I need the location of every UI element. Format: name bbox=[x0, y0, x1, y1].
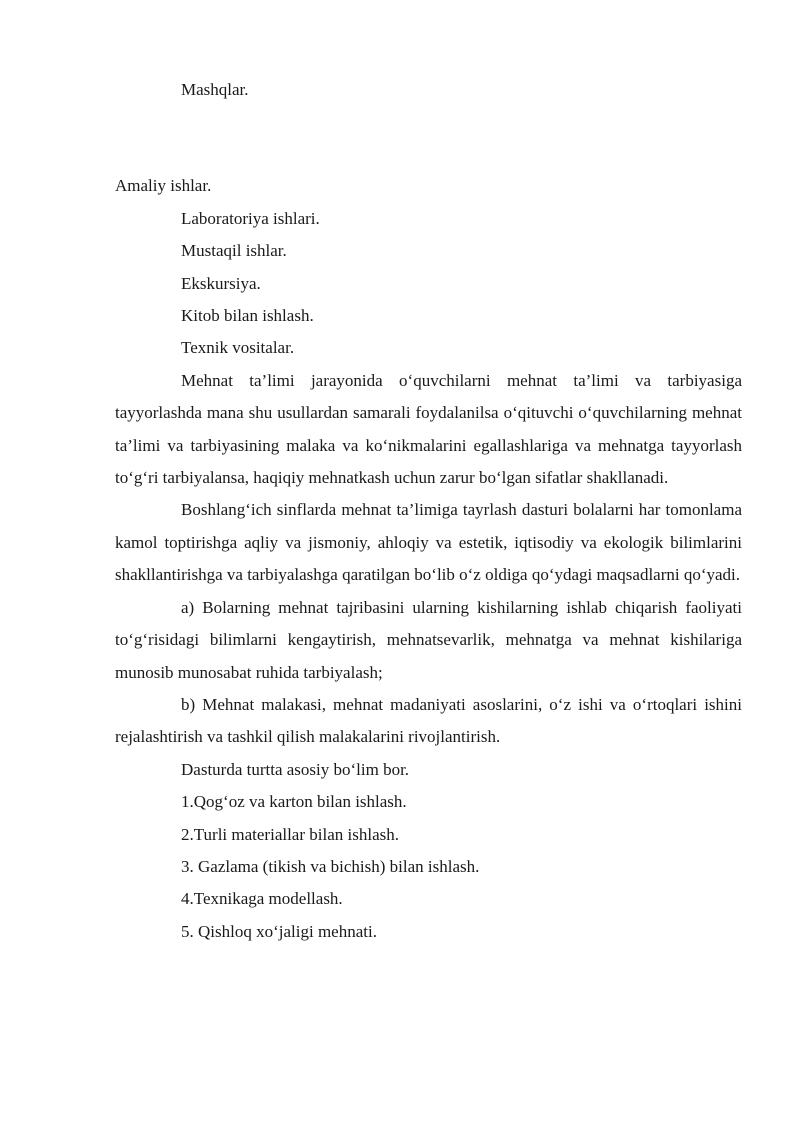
list-item: Ekskursiya. bbox=[181, 273, 261, 293]
list-item: Laboratoriya ishlari. bbox=[181, 208, 320, 228]
list-item: Mustaqil ishlar. bbox=[181, 241, 287, 261]
dastur-intro: Dasturda turtta asosiy bo‘lim bor. bbox=[181, 759, 410, 779]
paragraph: Mehnat ta’limi jarayonida o‘quvchilarni mehnat ta’limi va tarbiyasiga tayyorlashda mana shu usullardan samarali foydalanilsa o‘qituvchi o‘quvchilarning mehnat ta’limi va tarbiyasining malaka va ko‘nikmalarini egallashlariga va mehnatga tayyorlash to‘g‘ri tarbiyalansa, haqiqiy mehnatkash uchun zarur bo‘lgan sifatlar shakllanadi. bbox=[115, 370, 742, 488]
list-item: Texnik vositalar. bbox=[181, 338, 295, 358]
heading-amaliy-ishlar: Amaliy ishlar. bbox=[115, 176, 212, 196]
list-item: 4.Texnikaga modellash. bbox=[181, 889, 343, 909]
paragraph: Boshlang‘ich sinflarda mehnat ta’limiga tayrlash dasturi bolalarni har tomonlama kamol toptirishga aqliy va jismoniy, ahloqiy va estetik, iqtisodiy va ekologik bilimlarini shakllantirishga va tarbiyalashga qaratilgan bo‘lib o‘z oldiga qo‘ydagi maqsadlarni qo‘yadi. bbox=[115, 500, 742, 585]
list-item: 5. Qishloq xo‘jaligi mehnati. bbox=[181, 921, 377, 941]
document-body bbox=[115, 74, 742, 948]
list-item: 2.Turli materiallar bilan ishlash. bbox=[181, 824, 399, 844]
list-item: Kitob bilan ishlash. bbox=[181, 306, 314, 326]
blank-gap bbox=[115, 106, 742, 170]
paragraph: a) Bolarning mehnat tajribasini ularning kishilarning ishlab chiqarish faoliyati to‘g‘risidagi bilimlarni kengaytirish, mehnatsevarlik, mehnatga va mehnat kishilariga munosib munosabat ruhida tarbiyalash; bbox=[115, 597, 742, 682]
list-item: 3. Gazlama (tikish va bichish) bilan ishlash. bbox=[181, 856, 480, 876]
list-item: 1.Qog‘oz va karton bilan ishlash. bbox=[181, 792, 407, 812]
heading-mashqlar: Mashqlar. bbox=[181, 80, 249, 99]
paragraph: b) Mehnat malakasi, mehnat madaniyati asoslarini, o‘z ishi va o‘rtoqlari ishini rejalashtirish va tashkil qilish malakalarini rivojlantirish. bbox=[115, 694, 742, 747]
